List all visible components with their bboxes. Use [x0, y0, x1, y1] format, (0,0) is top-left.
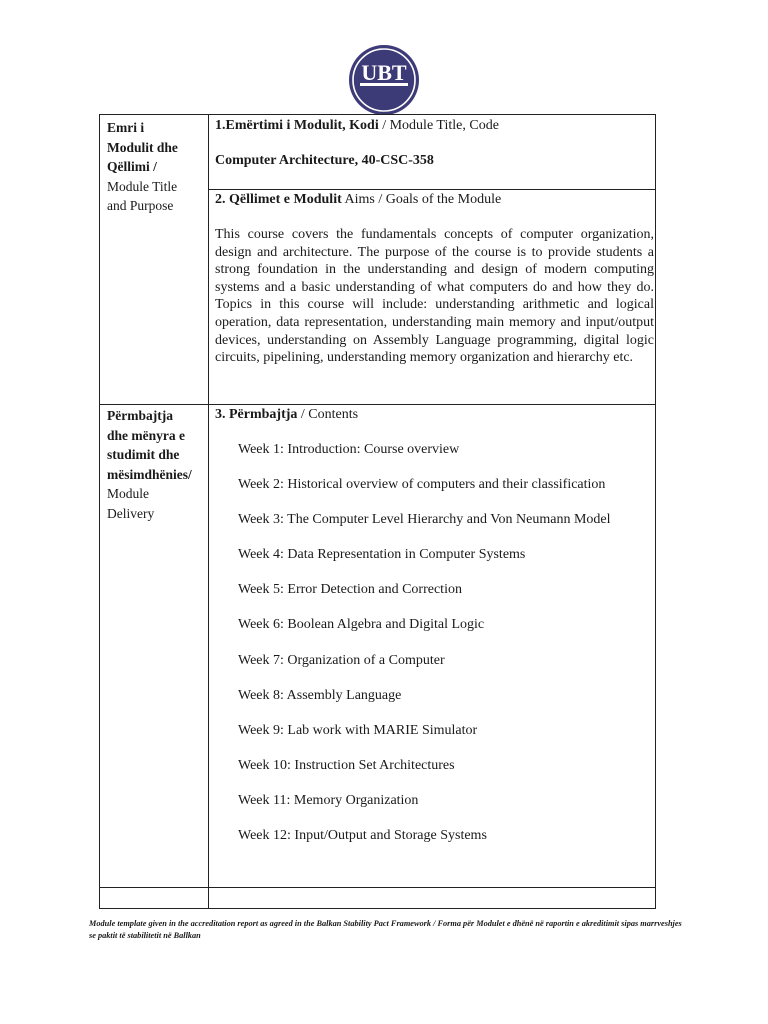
list-item: Week 3: The Computer Level Hierarchy and Von Neumann Model [238, 512, 611, 528]
list-item: Week 6: Boolean Algebra and Digital Logic [238, 617, 485, 633]
divider-contents-row [100, 404, 655, 405]
section3-title: 3. Përmbajtja / Contents [215, 407, 359, 422]
list-item: Week 1: Introduction: Course overview [238, 442, 460, 457]
ubt-logo [348, 44, 420, 116]
divider-empty-row [100, 887, 655, 888]
list-item: Week 9: Lab work with MARIE Simulator [238, 722, 478, 738]
section2-title: 2. Qëllimet e Modulit Aims / Goals of the Module [215, 192, 502, 207]
divider-aims [208, 189, 655, 190]
list-item: Week 11: Memory Organization [238, 792, 419, 808]
list-item: Week 4: Data Representation in Computer Systems [238, 547, 526, 563]
aims-text: This course covers the fundamentals concepts of computer organization, design and architecture. The purpose of the course is to provide students a strong foundation in the understanding and design of modern computing systems and a basic understanding of what computers do and how they do. Topics in this course will include: understanding arithmetic and logical operation, data representation, understanding main memory and input/output devices, understanding on Assembly Language programming, digital logic circuits, pipelining, understanding memory organization and hierarchy etc. [215, 227, 654, 366]
row2-label: Përmbajtja dhe mënyra e studimit dhe mësimdhënies/ Module Delivery [107, 408, 192, 521]
module-name: Computer Architecture, 40-CSC-358 [215, 153, 434, 168]
list-item: Week 10: Instruction Set Architectures [238, 757, 455, 773]
column-divider [208, 115, 209, 908]
module-table [99, 114, 656, 909]
logo-text: UBT [361, 60, 407, 85]
list-item: Week 12: Input/Output and Storage Systems [238, 828, 487, 844]
week-list [238, 441, 653, 862]
list-item: Week 7: Organization of a Computer [238, 652, 445, 668]
row1-label: Emri i Modulit dhe Qëllimi / Module Title and Purpose [107, 120, 178, 213]
list-item: Week 2: Historical overview of computers and their classification [238, 477, 606, 493]
list-item: Week 8: Assembly Language [238, 687, 402, 703]
footnote: Module template given in the accreditation report as agreed in the Balkan Stability Pact Framework / Forma për Modulet e dhënë në raportin e akreditimit sipas marrveshjes se paktit të stabilitetit në Ballkan [89, 919, 682, 940]
section1-title: 1.Emërtimi i Modulit, Kodi / Module Title, Code [215, 118, 499, 133]
list-item: Week 5: Error Detection and Correction [238, 582, 462, 598]
